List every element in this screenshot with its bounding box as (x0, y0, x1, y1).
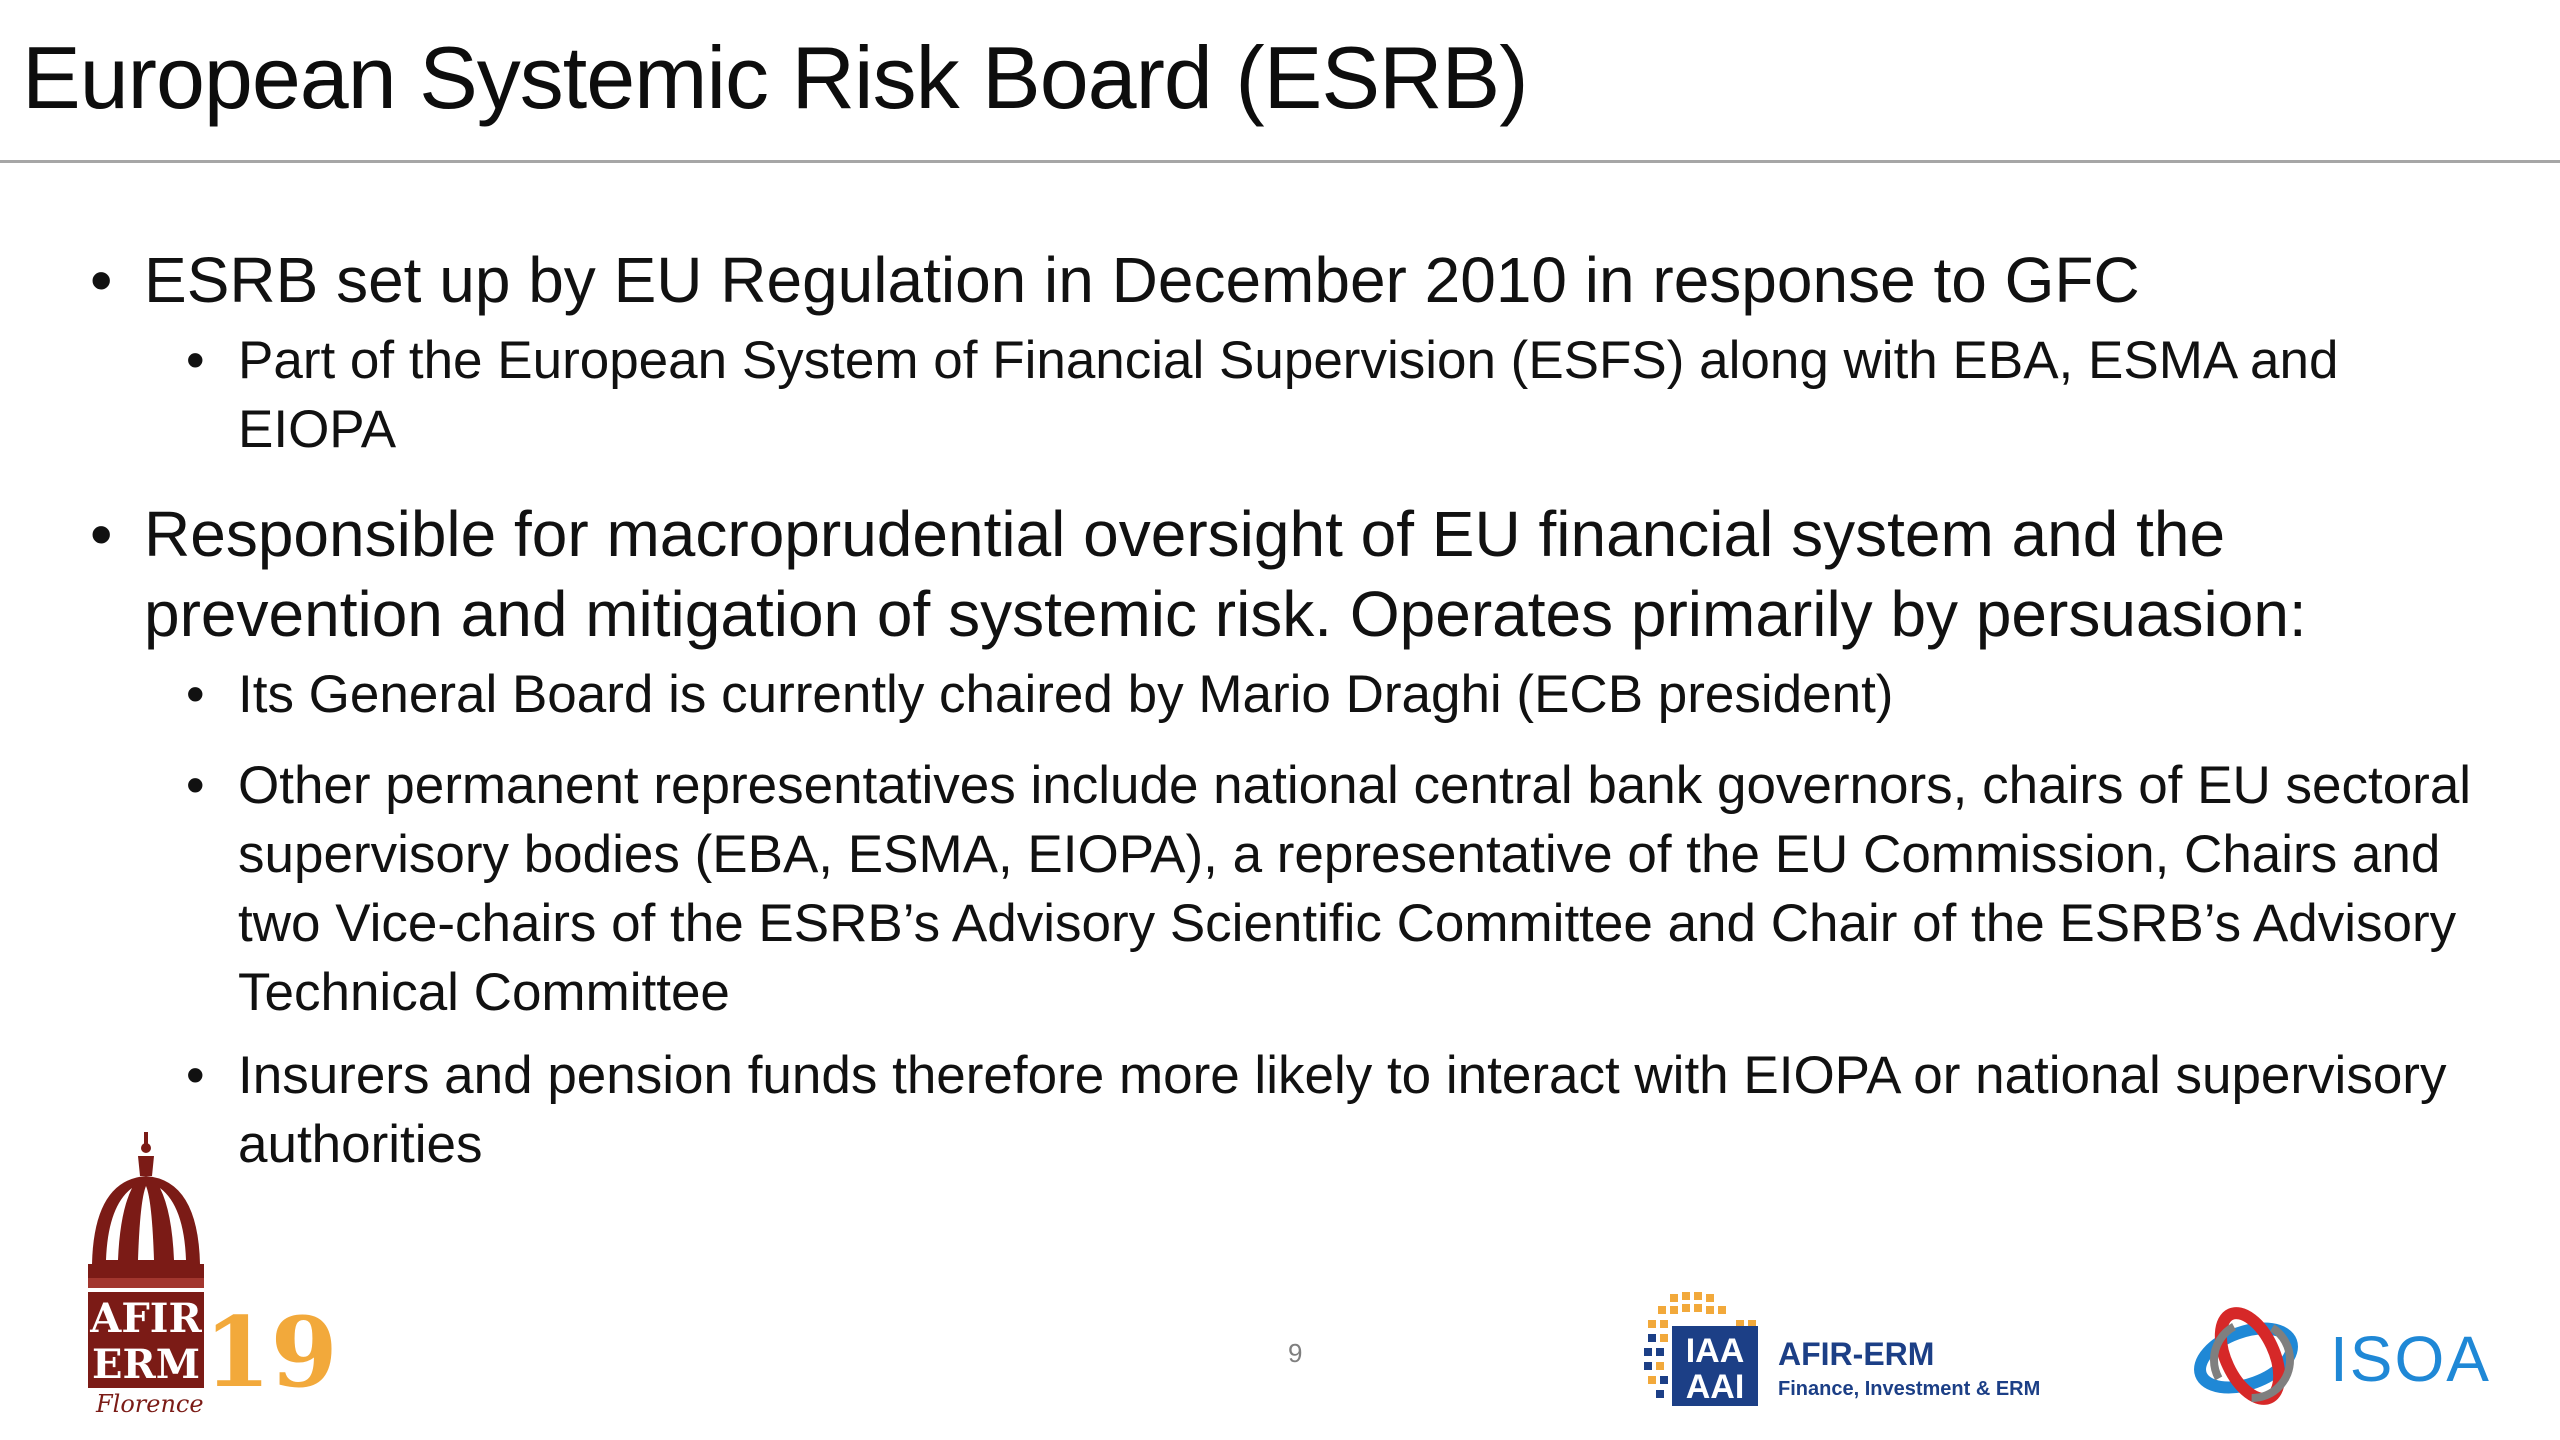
bullet-1-sub-1-text: Part of the European System of Financial Supervision (ESFS) along with EBA, ESMA and EIOPA (238, 331, 2339, 459)
bullet-2 (90, 494, 2490, 654)
bullet-2-sub-3 (186, 1041, 2490, 1179)
bullet-dot: • (186, 331, 205, 390)
afir-year-text: 19 (204, 1296, 338, 1409)
afir-city-text: Florence (96, 1390, 204, 1418)
iaa-section-title: AFIR-ERM (1778, 1336, 1935, 1372)
title-divider (0, 160, 2560, 163)
bullet-1-sub-1 (186, 326, 2490, 464)
page-number: 9 (1288, 1338, 1303, 1368)
bullet-2-text: Responsible for macroprudential oversight of EU financial system and the prevention and mitigation of systemic risk. Operates primarily by persuasion: (144, 498, 2307, 650)
bullet-2-sub-1 (186, 660, 2490, 729)
isoa-logo (2186, 1300, 2314, 1416)
iaa-logo (1640, 1290, 1770, 1410)
bullet-1-text: ESRB set up by EU Regulation in December 2010 in response to GFC (144, 244, 2140, 316)
iaa-line2-text: AAI (1685, 1368, 1745, 1406)
bullet-dot: • (90, 498, 113, 570)
afir-line2-text: ERM (91, 1341, 201, 1388)
bullet-dot: • (186, 1046, 205, 1105)
bullet-dot: • (90, 244, 113, 316)
bullet-dot: • (186, 756, 205, 815)
slide-title: European Systemic Risk Board (ESRB) (22, 28, 1528, 127)
interlocking-rings-icon (2192, 1304, 2300, 1408)
afir-line1-text: AFIR (90, 1295, 202, 1342)
isoa-wordmark: ISOA (2330, 1323, 2491, 1395)
bullet-1 (90, 240, 2490, 320)
bullet-dot: • (186, 665, 205, 724)
bullet-2-sub-3-text: Insurers and pension funds therefore more likely to interact with EIOPA or national supervisory authorities (238, 1046, 2447, 1174)
bullet-2-sub-2 (186, 751, 2490, 1027)
iaa-line1-text: IAA (1685, 1332, 1745, 1370)
iaa-section-subtitle: Finance, Investment & ERM (1778, 1378, 2041, 1400)
bullet-2-sub-2-text: Other permanent representatives include national central bank governors, chairs of EU sectoral supervisory bodies (EBA, ESMA, EIOPA), a representative of the EU Commission, Chairs and two Vice-chairs of the ESRB’s Advisory Scientific Committee and Chair of the ESRB’s Advisory Technical Committee (238, 756, 2472, 1022)
bullet-2-sub-1-text: Its General Board is currently chaired by Mario Draghi (ECB president) (238, 665, 1894, 724)
afir-erm-logo (82, 1132, 338, 1422)
slide-content (90, 240, 2490, 1179)
